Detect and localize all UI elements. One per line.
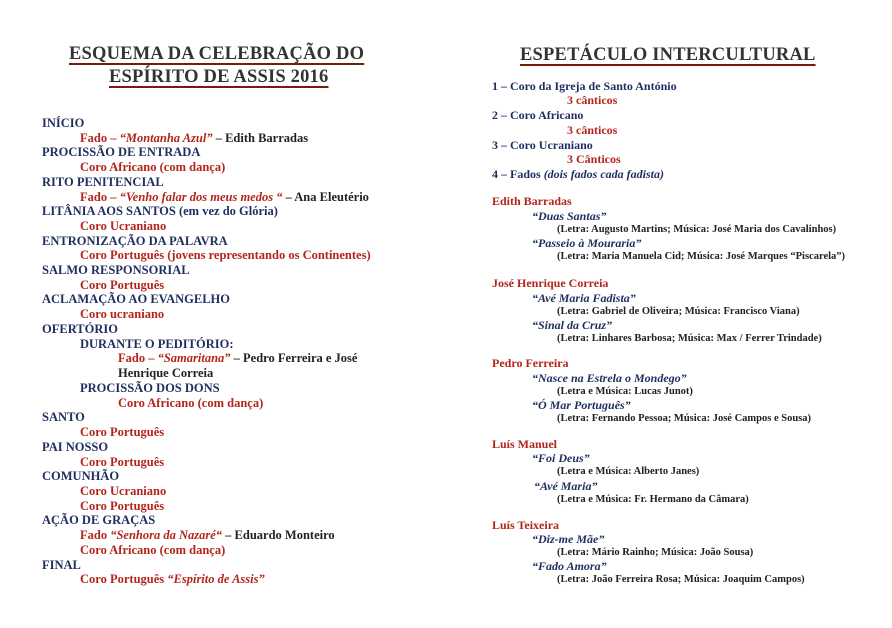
song-title: “Fado Amora” [532,559,607,573]
procissao-item: Coro Africano (com dança) [80,160,226,174]
song-title: “Senhora da Nazaré“ [110,528,223,542]
section-santo: SANTO [42,410,85,424]
song-credits: (Letra: Gabriel de Oliveira; Música: Francisco Viana) [557,306,800,317]
salmo-item: Coro Português [80,278,165,292]
section-rito: RITO PENITENCIAL [42,175,164,189]
litania-item: Coro Ucraniano [80,219,167,233]
program-item-4 [492,167,664,182]
comunhao-item: Coro Português [80,499,165,513]
program-item-3-count: 3 Cânticos [567,152,621,166]
section-procissao: PROCISSÃO DE ENTRADA [42,145,201,159]
choir-label: Coro Português [80,572,168,586]
fado-label: Fado – [118,351,158,365]
fadista-name: José Henrique Correia [492,276,609,290]
song-title: “Foi Deus” [532,451,590,465]
section-litania: LITÂNIA AOS SANTOS (em vez do Glória) [42,204,278,218]
song-title: “Sinal da Cruz” [532,318,613,332]
performer: – Pedro Ferreira e José [230,351,358,365]
section-entronizacao: ENTRONIZAÇÃO DA PALAVRA [42,234,228,248]
program-item-4-note: (dois fados cada fadista) [543,167,665,181]
subsection-peditorio: DURANTE O PEDITÓRIO: [80,337,234,351]
section-inicio: INÍCIO [42,116,85,130]
fadista-name: Luís Teixeira [492,518,560,532]
show-title: ESPETÁCULO INTERCULTURAL [520,45,816,65]
song-title: “Nasce na Estrela o Mondego” [532,371,687,385]
performer: – Ana Eleutério [282,190,369,204]
song-credits: (Letra: Mário Rainho; Música: João Sousa) [557,547,754,558]
fadista-name: Edith Barradas [492,194,572,208]
acao-item [80,528,335,543]
song-title: “Ó Mar Português” [532,398,631,412]
song-credits: (Letra e Música: Lucas Junot) [557,386,693,397]
song-title: “Avé Maria Fadista” [532,291,636,305]
performer: – Edith Barradas [212,131,309,145]
song-credits: (Letra e Música: Fr. Hermano da Câmara) [557,494,749,505]
fadista-name: Luís Manuel [492,437,558,451]
section-painosso: PAI NOSSO [42,440,109,454]
song-title: “Espírito de Assis” [167,572,265,586]
song-credits: (Letra: Fernando Pessoa; Música: José Campos e Sousa) [557,413,812,424]
song-credits: (Letra: Linhares Barbosa; Música: Max / Ferrer Trindade) [557,333,822,344]
program-item-2: 2 – Coro Africano [492,108,584,122]
song-title: “Diz-me Mãe” [532,532,605,546]
schema-title-line1: ESQUEMA DA CELEBRAÇÃO DO [69,44,365,64]
song-credits: (Letra: Augusto Martins; Música: José Maria dos Cavalinhos) [557,224,837,235]
fado-label: Fado – [80,190,120,204]
song-title: “Samaritana” [157,351,231,365]
schema-title-line2: ESPÍRITO DE ASSIS 2016 [109,67,329,87]
fado-label: Fado – [80,131,120,145]
section-aclamacao: ACLAMAÇÃO AO EVANGELHO [42,292,230,306]
song-title: “Duas Santas” [532,209,607,223]
aclamacao-item: Coro ucraniano [80,307,165,321]
comunhao-item: Coro Ucraniano [80,484,167,498]
dons-item: Coro Africano (com dança) [118,396,264,410]
program-item-1-count: 3 cânticos [567,93,618,107]
section-ofertorio: OFERTÓRIO [42,322,118,336]
program-item-3: 3 – Coro Ucraniano [492,138,593,152]
program-item-4-label: 4 – Fados [492,167,544,181]
song-title: “Montanha Azul” [119,131,213,145]
program-item-1: 1 – Coro da Igreja de Santo António [492,79,677,93]
song-credits: (Letra: Maria Manuela Cid; Música: José Marques “Piscarela”) [557,251,846,262]
song-title: “Passeio à Mouraria” [532,236,642,250]
fadista-name: Pedro Ferreira [492,356,569,370]
inicio-item [80,131,308,146]
section-salmo: SALMO RESPONSORIAL [42,263,190,277]
song-title: “Venho falar dos meus medos “ [119,190,283,204]
program-item-2-count: 3 cânticos [567,123,618,137]
section-final: FINAL [42,558,81,572]
painosso-item: Coro Português [80,455,165,469]
song-title: “Avé Maria” [534,479,598,493]
section-comunhao: COMUNHÃO [42,469,120,483]
acao-item-2: Coro Africano (com dança) [80,543,226,557]
peditorio-performer-cont: Henrique Correia [118,366,214,380]
santo-item: Coro Português [80,425,165,439]
performer: – Eduardo Monteiro [222,528,335,542]
subsection-dons: PROCISSÃO DOS DONS [80,381,220,395]
section-acao: AÇÃO DE GRAÇAS [42,513,156,527]
final-item [80,572,265,587]
rito-item [80,190,369,205]
fado-label: Fado [80,528,111,542]
entronizacao-item: Coro Português (jovens representando os Continentes) [80,248,371,262]
peditorio-item [118,351,357,366]
song-credits: (Letra: João Ferreira Rosa; Música: Joaquim Campos) [557,574,805,585]
song-credits: (Letra e Música: Alberto Janes) [557,466,700,477]
